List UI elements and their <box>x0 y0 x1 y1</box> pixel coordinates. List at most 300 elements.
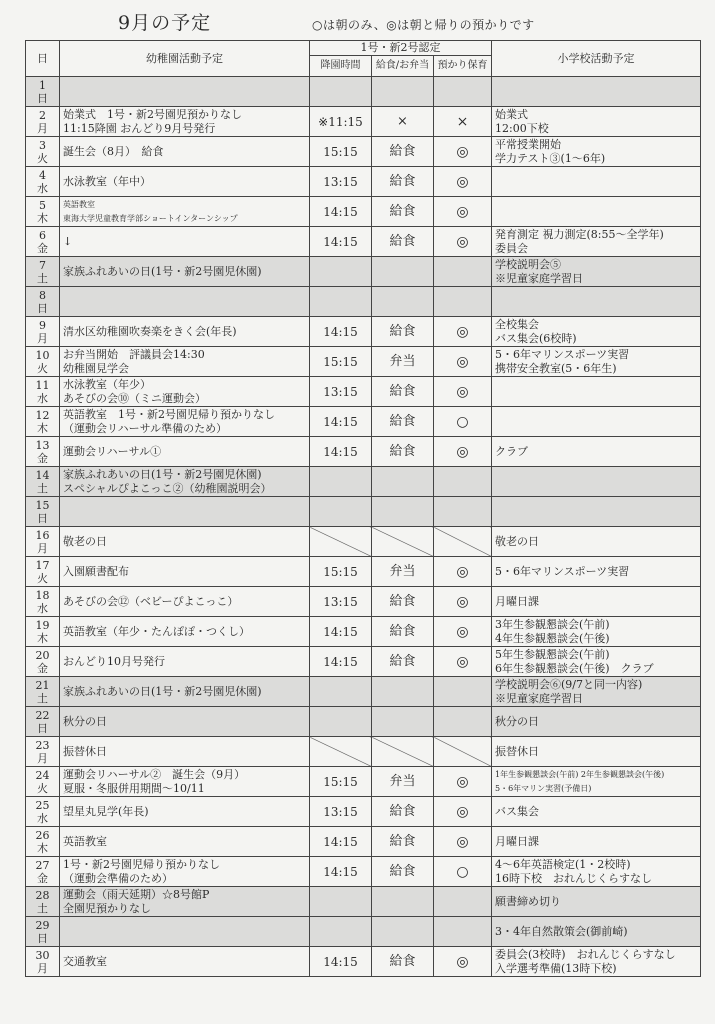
day-cell-line: 14 <box>35 468 50 482</box>
day-cell-line: 7 <box>39 258 46 272</box>
dismissal-cell: 15:15 <box>310 557 372 587</box>
kindergarten-cell <box>60 677 310 707</box>
dismissal-cell: 14:15 <box>310 407 372 437</box>
school-cell-line: バス集会 <box>495 804 539 818</box>
school-cell-line: 発育測定 視力測定(8:55～全学年) <box>495 227 664 241</box>
header-day: 日 <box>26 41 60 77</box>
kindergarten-cell-line: お弁当開始 評議員会14:30 <box>63 347 205 361</box>
day-cell <box>26 737 60 767</box>
table-row <box>26 257 701 287</box>
school-cell-line: 5・6年マリン実習(予備日) <box>495 783 592 793</box>
day-cell-line: 26 <box>35 828 50 842</box>
kindergarten-cell-line: 振替休日 <box>63 744 107 758</box>
table-row <box>26 437 701 467</box>
care-cell: ◎ <box>434 587 492 617</box>
care-cell: ◎ <box>434 947 492 977</box>
kindergarten-cell <box>60 167 310 197</box>
kindergarten-cell-line: 英語教室（年少・たんぽぽ・つくし） <box>63 624 250 638</box>
kindergarten-cell <box>60 227 310 257</box>
day-cell <box>26 677 60 707</box>
school-cell <box>492 407 701 437</box>
table-row <box>26 737 701 767</box>
school-cell-line: 16時下校 おれんじくらすなし <box>495 871 652 885</box>
school-cell <box>492 167 701 197</box>
table-row <box>26 677 701 707</box>
meal-cell: 弁当 <box>372 347 434 377</box>
school-cell <box>492 377 701 407</box>
day-cell-line: 金 <box>37 661 48 675</box>
day-cell-line: 木 <box>37 421 48 435</box>
kindergarten-cell <box>60 767 310 797</box>
dismissal-cell <box>310 77 372 107</box>
day-cell <box>26 257 60 287</box>
meal-cell: 給食 <box>372 947 434 977</box>
kindergarten-cell-line: 1号・新2号園児帰り預かりなし <box>63 857 220 871</box>
school-cell-line: 月曜日課 <box>495 834 539 848</box>
day-cell-line: 日 <box>37 721 48 735</box>
kindergarten-cell <box>60 917 310 947</box>
kindergarten-cell <box>60 887 310 917</box>
kindergarten-cell-line: 水泳教室（年中） <box>63 174 151 188</box>
day-cell-line: 火 <box>37 151 48 165</box>
care-cell <box>434 917 492 947</box>
school-cell <box>492 647 701 677</box>
table-row <box>26 317 701 347</box>
school-cell-line: 4～6年英語検定(1・2校時) <box>495 857 631 871</box>
table-row <box>26 707 701 737</box>
meal-cell: 給食 <box>372 857 434 887</box>
school-cell <box>492 257 701 287</box>
meal-cell: 給食 <box>372 437 434 467</box>
day-cell-line: 15 <box>35 498 50 512</box>
table-row <box>26 377 701 407</box>
care-cell <box>434 77 492 107</box>
school-cell-line: 敬老の日 <box>495 534 539 548</box>
school-cell <box>492 767 701 797</box>
day-cell-line: 23 <box>35 738 50 752</box>
school-cell-line: 学力テスト③(1～6年) <box>495 151 606 165</box>
day-cell <box>26 707 60 737</box>
kindergarten-cell-line: あそびの会⑫（ベビーぴよこっこ） <box>63 594 239 608</box>
dismissal-cell <box>310 917 372 947</box>
day-cell <box>26 497 60 527</box>
care-cell: ◎ <box>434 827 492 857</box>
kindergarten-cell-line: 11:15降園 おんどり9月号発行 <box>63 121 216 135</box>
care-cell: ○ <box>434 857 492 887</box>
school-cell-line: 6年生参観懇談会(午後) クラブ <box>495 661 654 675</box>
day-cell-line: 月 <box>37 331 48 345</box>
day-cell <box>26 797 60 827</box>
kindergarten-cell <box>60 317 310 347</box>
school-cell <box>492 947 701 977</box>
school-cell <box>492 887 701 917</box>
kindergarten-cell-line: 水泳教室（年少） <box>63 377 151 391</box>
care-cell: ◎ <box>434 437 492 467</box>
care-cell <box>434 887 492 917</box>
kindergarten-cell-line: （運動会準備のため） <box>63 871 173 885</box>
meal-cell: 給食 <box>372 587 434 617</box>
school-cell <box>492 107 701 137</box>
dismissal-cell <box>310 737 372 767</box>
kindergarten-cell <box>60 437 310 467</box>
care-cell: ◎ <box>434 197 492 227</box>
day-cell <box>26 377 60 407</box>
school-cell-line: 5・6年マリンスポーツ実習 <box>495 564 630 578</box>
day-cell <box>26 857 60 887</box>
day-cell-line: 17 <box>35 558 50 572</box>
table-row <box>26 857 701 887</box>
day-cell-line: 6 <box>39 228 46 242</box>
kindergarten-cell <box>60 137 310 167</box>
day-cell <box>26 557 60 587</box>
kindergarten-cell <box>60 827 310 857</box>
day-cell-line: 日 <box>37 301 48 315</box>
kindergarten-cell-line: 家族ふれあいの日(1号・新2号園児休園) <box>63 684 262 698</box>
day-cell-line: 木 <box>37 841 48 855</box>
day-cell-line: 2 <box>39 108 46 122</box>
dismissal-cell <box>310 887 372 917</box>
day-cell-line: 9 <box>39 318 46 332</box>
day-cell-line: 1 <box>39 78 46 92</box>
day-cell <box>26 617 60 647</box>
table-row <box>26 287 701 317</box>
kindergarten-cell <box>60 347 310 377</box>
kindergarten-cell <box>60 257 310 287</box>
care-cell <box>434 737 492 767</box>
school-cell <box>492 857 701 887</box>
school-cell-line: 3年生参観懇談会(午前) <box>495 617 610 631</box>
table-row <box>26 527 701 557</box>
meal-cell: 給食 <box>372 797 434 827</box>
kindergarten-cell <box>60 377 310 407</box>
kindergarten-cell-line: 夏服・冬服併用期間～10/11 <box>63 781 205 795</box>
school-cell <box>492 737 701 767</box>
school-cell-line: 委員会 <box>495 241 528 255</box>
dismissal-cell: 15:15 <box>310 347 372 377</box>
table-row <box>26 797 701 827</box>
care-cell: ◎ <box>434 227 492 257</box>
school-cell-line: 携帯安全教室(5・6年生) <box>495 361 617 375</box>
day-cell-line: 19 <box>35 618 50 632</box>
day-cell-line: 21 <box>35 678 50 692</box>
day-cell-line: 土 <box>37 901 48 915</box>
day-cell <box>26 887 60 917</box>
header-care: 預かり保育 <box>434 56 492 77</box>
day-cell-line: 10 <box>35 348 50 362</box>
day-cell-line: 金 <box>37 241 48 255</box>
day-cell-line: 11 <box>35 378 50 392</box>
kindergarten-cell-line: 誕生会（8月） 給食 <box>63 144 164 158</box>
kindergarten-cell <box>60 647 310 677</box>
care-cell: ◎ <box>434 797 492 827</box>
day-cell-line: 27 <box>35 858 50 872</box>
care-cell <box>434 257 492 287</box>
school-cell-line: 願書締め切り <box>495 894 561 908</box>
table-row <box>26 767 701 797</box>
care-cell <box>434 497 492 527</box>
table-row <box>26 947 701 977</box>
day-cell-line: 木 <box>37 631 48 645</box>
day-cell-line: 5 <box>39 198 46 212</box>
table-row <box>26 347 701 377</box>
day-cell-line: 日 <box>37 511 48 525</box>
meal-cell <box>372 677 434 707</box>
dismissal-cell: 14:15 <box>310 617 372 647</box>
table-row <box>26 647 701 677</box>
kindergarten-cell-line: 運動会リハーサル② 誕生会（9月） <box>63 767 246 781</box>
kindergarten-cell <box>60 737 310 767</box>
dismissal-cell: ※11:15 <box>310 107 372 137</box>
meal-cell: 給食 <box>372 227 434 257</box>
kindergarten-cell <box>60 557 310 587</box>
table-row <box>26 617 701 647</box>
school-cell-line: 始業式 <box>495 107 528 121</box>
schedule-rows <box>26 77 701 977</box>
meal-cell <box>372 257 434 287</box>
dismissal-cell <box>310 527 372 557</box>
table-row <box>26 917 701 947</box>
school-cell <box>492 797 701 827</box>
meal-cell <box>372 467 434 497</box>
kindergarten-cell-line: 望星丸見学(年長) <box>63 804 149 818</box>
day-cell <box>26 347 60 377</box>
table-row <box>26 167 701 197</box>
dismissal-cell: 14:15 <box>310 827 372 857</box>
school-cell-line: ※児童家庭学習日 <box>495 691 583 705</box>
school-cell-line: 4年生参観懇談会(午後) <box>495 631 610 645</box>
day-cell <box>26 647 60 677</box>
day-cell-line: 18 <box>35 588 50 602</box>
table-row <box>26 107 701 137</box>
kindergarten-cell-line: 東海大学児童教育学部ショートインターンシップ <box>63 213 238 223</box>
day-cell-line: 25 <box>35 798 50 812</box>
school-cell <box>492 317 701 347</box>
kindergarten-cell <box>60 497 310 527</box>
day-cell-line: 月 <box>37 751 48 765</box>
kindergarten-cell <box>60 587 310 617</box>
table-row <box>26 77 701 107</box>
kindergarten-cell <box>60 857 310 887</box>
kindergarten-cell-line: 入園願書配布 <box>63 564 129 578</box>
kindergarten-cell <box>60 107 310 137</box>
dismissal-cell: 14:15 <box>310 197 372 227</box>
table-row <box>26 887 701 917</box>
header-school: 小学校活動予定 <box>492 41 701 77</box>
day-cell-line: 月 <box>37 961 48 975</box>
meal-cell <box>372 917 434 947</box>
school-cell <box>492 227 701 257</box>
kindergarten-cell-line: 家族ふれあいの日(1号・新2号園児休園) <box>63 264 262 278</box>
kindergarten-cell-line: 運動会リハーサル① <box>63 444 162 458</box>
header-dismissal: 降園時間 <box>310 56 372 77</box>
dismissal-cell <box>310 287 372 317</box>
day-cell-line: 30 <box>35 948 50 962</box>
day-cell <box>26 167 60 197</box>
care-cell: ◎ <box>434 647 492 677</box>
care-cell: ◎ <box>434 557 492 587</box>
care-cell <box>434 467 492 497</box>
school-cell <box>492 287 701 317</box>
meal-cell: 給食 <box>372 827 434 857</box>
school-cell <box>492 467 701 497</box>
school-cell <box>492 527 701 557</box>
school-cell-line: 1年生参観懇談会(午前) 2年生参観懇談会(午後) <box>495 769 665 779</box>
school-cell <box>492 197 701 227</box>
table-row <box>26 587 701 617</box>
school-cell-line: 月曜日課 <box>495 594 539 608</box>
school-cell <box>492 587 701 617</box>
kindergarten-cell <box>60 407 310 437</box>
day-cell <box>26 227 60 257</box>
school-cell-line: 全校集会 <box>495 317 539 331</box>
header-kindergarten: 幼稚園活動予定 <box>60 41 310 77</box>
school-cell-line: ※児童家庭学習日 <box>495 271 583 285</box>
kindergarten-cell-line: 家族ふれあいの日(1号・新2号園児休園) <box>63 467 262 481</box>
dismissal-cell: 13:15 <box>310 797 372 827</box>
school-cell <box>492 827 701 857</box>
dismissal-cell: 13:15 <box>310 587 372 617</box>
meal-cell: 弁当 <box>372 557 434 587</box>
school-cell <box>492 677 701 707</box>
dismissal-cell: 13:15 <box>310 377 372 407</box>
kindergarten-cell-line: 清水区幼稚園吹奏楽をきく会(年長) <box>63 324 237 338</box>
dismissal-cell: 14:15 <box>310 857 372 887</box>
day-cell <box>26 77 60 107</box>
day-cell-line: 29 <box>35 918 50 932</box>
day-cell <box>26 587 60 617</box>
kindergarten-cell-line: （運動会リハーサル準備のため） <box>63 421 228 435</box>
kindergarten-cell <box>60 707 310 737</box>
meal-cell: 給食 <box>372 407 434 437</box>
care-cell: ◎ <box>434 377 492 407</box>
meal-cell: 給食 <box>372 647 434 677</box>
day-cell-line: 20 <box>35 648 50 662</box>
dismissal-cell: 14:15 <box>310 947 372 977</box>
table-row <box>26 407 701 437</box>
kindergarten-cell-line: 全園児預かりなし <box>63 901 151 915</box>
dismissal-cell <box>310 677 372 707</box>
day-cell <box>26 287 60 317</box>
dismissal-cell <box>310 497 372 527</box>
kindergarten-cell-line: 敬老の日 <box>63 534 107 548</box>
school-cell-line: 5・6年マリンスポーツ実習 <box>495 347 630 361</box>
day-cell-line: 日 <box>37 91 48 105</box>
care-cell: ◎ <box>434 137 492 167</box>
school-cell-line: バス集会(6校時) <box>495 331 577 345</box>
dismissal-cell <box>310 467 372 497</box>
care-cell: ◎ <box>434 317 492 347</box>
dismissal-cell <box>310 257 372 287</box>
kindergarten-cell <box>60 287 310 317</box>
dismissal-cell: 15:15 <box>310 767 372 797</box>
kindergarten-cell-line: 英語教室 1号・新2号園児帰り預かりなし <box>63 407 275 421</box>
kindergarten-cell-line: 英語教室 <box>63 199 95 209</box>
day-cell-line: 月 <box>37 121 48 135</box>
meal-cell: 給食 <box>372 377 434 407</box>
legend-note: ○は朝のみ、◎は朝と帰りの預かりです <box>312 18 535 32</box>
care-cell <box>434 287 492 317</box>
dismissal-cell: 14:15 <box>310 227 372 257</box>
school-cell-line: 5年生参観懇談会(午前) <box>495 647 610 661</box>
day-cell-line: 13 <box>35 438 50 452</box>
care-cell <box>434 677 492 707</box>
day-cell-line: 8 <box>39 288 46 302</box>
care-cell: × <box>434 107 492 137</box>
school-cell <box>492 497 701 527</box>
kindergarten-cell <box>60 197 310 227</box>
day-cell <box>26 137 60 167</box>
meal-cell <box>372 887 434 917</box>
kindergarten-cell-line: 英語教室 <box>63 834 107 848</box>
care-cell <box>434 707 492 737</box>
care-cell: ◎ <box>434 767 492 797</box>
table-row <box>26 227 701 257</box>
table-row <box>26 827 701 857</box>
school-cell <box>492 917 701 947</box>
kindergarten-cell-line: 運動会（雨天延期）☆8号館P <box>63 887 210 901</box>
day-cell-line: 金 <box>37 451 48 465</box>
page-title: 9月の予定 <box>118 12 212 34</box>
school-cell-line: 入学選考準備(13時下校) <box>495 961 617 975</box>
day-cell-line: 16 <box>35 528 50 542</box>
day-cell-line: 土 <box>37 271 48 285</box>
table-row <box>26 467 701 497</box>
kindergarten-cell <box>60 467 310 497</box>
day-cell-line: 金 <box>37 871 48 885</box>
care-cell: ○ <box>434 407 492 437</box>
day-cell <box>26 197 60 227</box>
day-cell <box>26 437 60 467</box>
school-cell-line: 3・4年自然散策会(御前崎) <box>495 924 628 938</box>
day-cell-line: 水 <box>37 391 48 405</box>
meal-cell <box>372 77 434 107</box>
dismissal-cell: 14:15 <box>310 647 372 677</box>
meal-cell: 給食 <box>372 137 434 167</box>
day-cell <box>26 827 60 857</box>
meal-cell <box>372 707 434 737</box>
table-row <box>26 137 701 167</box>
kindergarten-cell-line: あそびの会⑩（ミニ運動会） <box>63 391 206 405</box>
day-cell-line: 日 <box>37 931 48 945</box>
kindergarten-cell <box>60 947 310 977</box>
header-meal: 給食/お弁当 <box>372 56 434 77</box>
kindergarten-cell <box>60 527 310 557</box>
day-cell-line: 月 <box>37 541 48 555</box>
kindergarten-cell-line: ↓ <box>63 234 73 248</box>
table-row <box>26 497 701 527</box>
school-cell-line: 振替休日 <box>495 744 539 758</box>
day-cell-line: 木 <box>37 211 48 225</box>
meal-cell <box>372 527 434 557</box>
day-cell-line: 火 <box>37 361 48 375</box>
day-cell-line: 12 <box>35 408 50 422</box>
school-cell <box>492 557 701 587</box>
school-cell-line: 学校説明会⑤ <box>495 257 561 271</box>
school-cell-line: クラブ <box>495 444 528 458</box>
day-cell-line: 4 <box>39 168 46 182</box>
day-cell <box>26 317 60 347</box>
day-cell-line: 火 <box>37 571 48 585</box>
day-cell <box>26 407 60 437</box>
meal-cell <box>372 737 434 767</box>
kindergarten-cell-line: 幼稚園見学会 <box>63 361 129 375</box>
kindergarten-cell-line: おんどり10月号発行 <box>63 654 165 668</box>
kindergarten-cell <box>60 617 310 647</box>
day-cell-line: 水 <box>37 601 48 615</box>
school-cell <box>492 437 701 467</box>
kindergarten-cell-line: 交通教室 <box>63 954 107 968</box>
school-cell-line: 委員会(3校時) おれんじくらすなし <box>495 947 676 961</box>
